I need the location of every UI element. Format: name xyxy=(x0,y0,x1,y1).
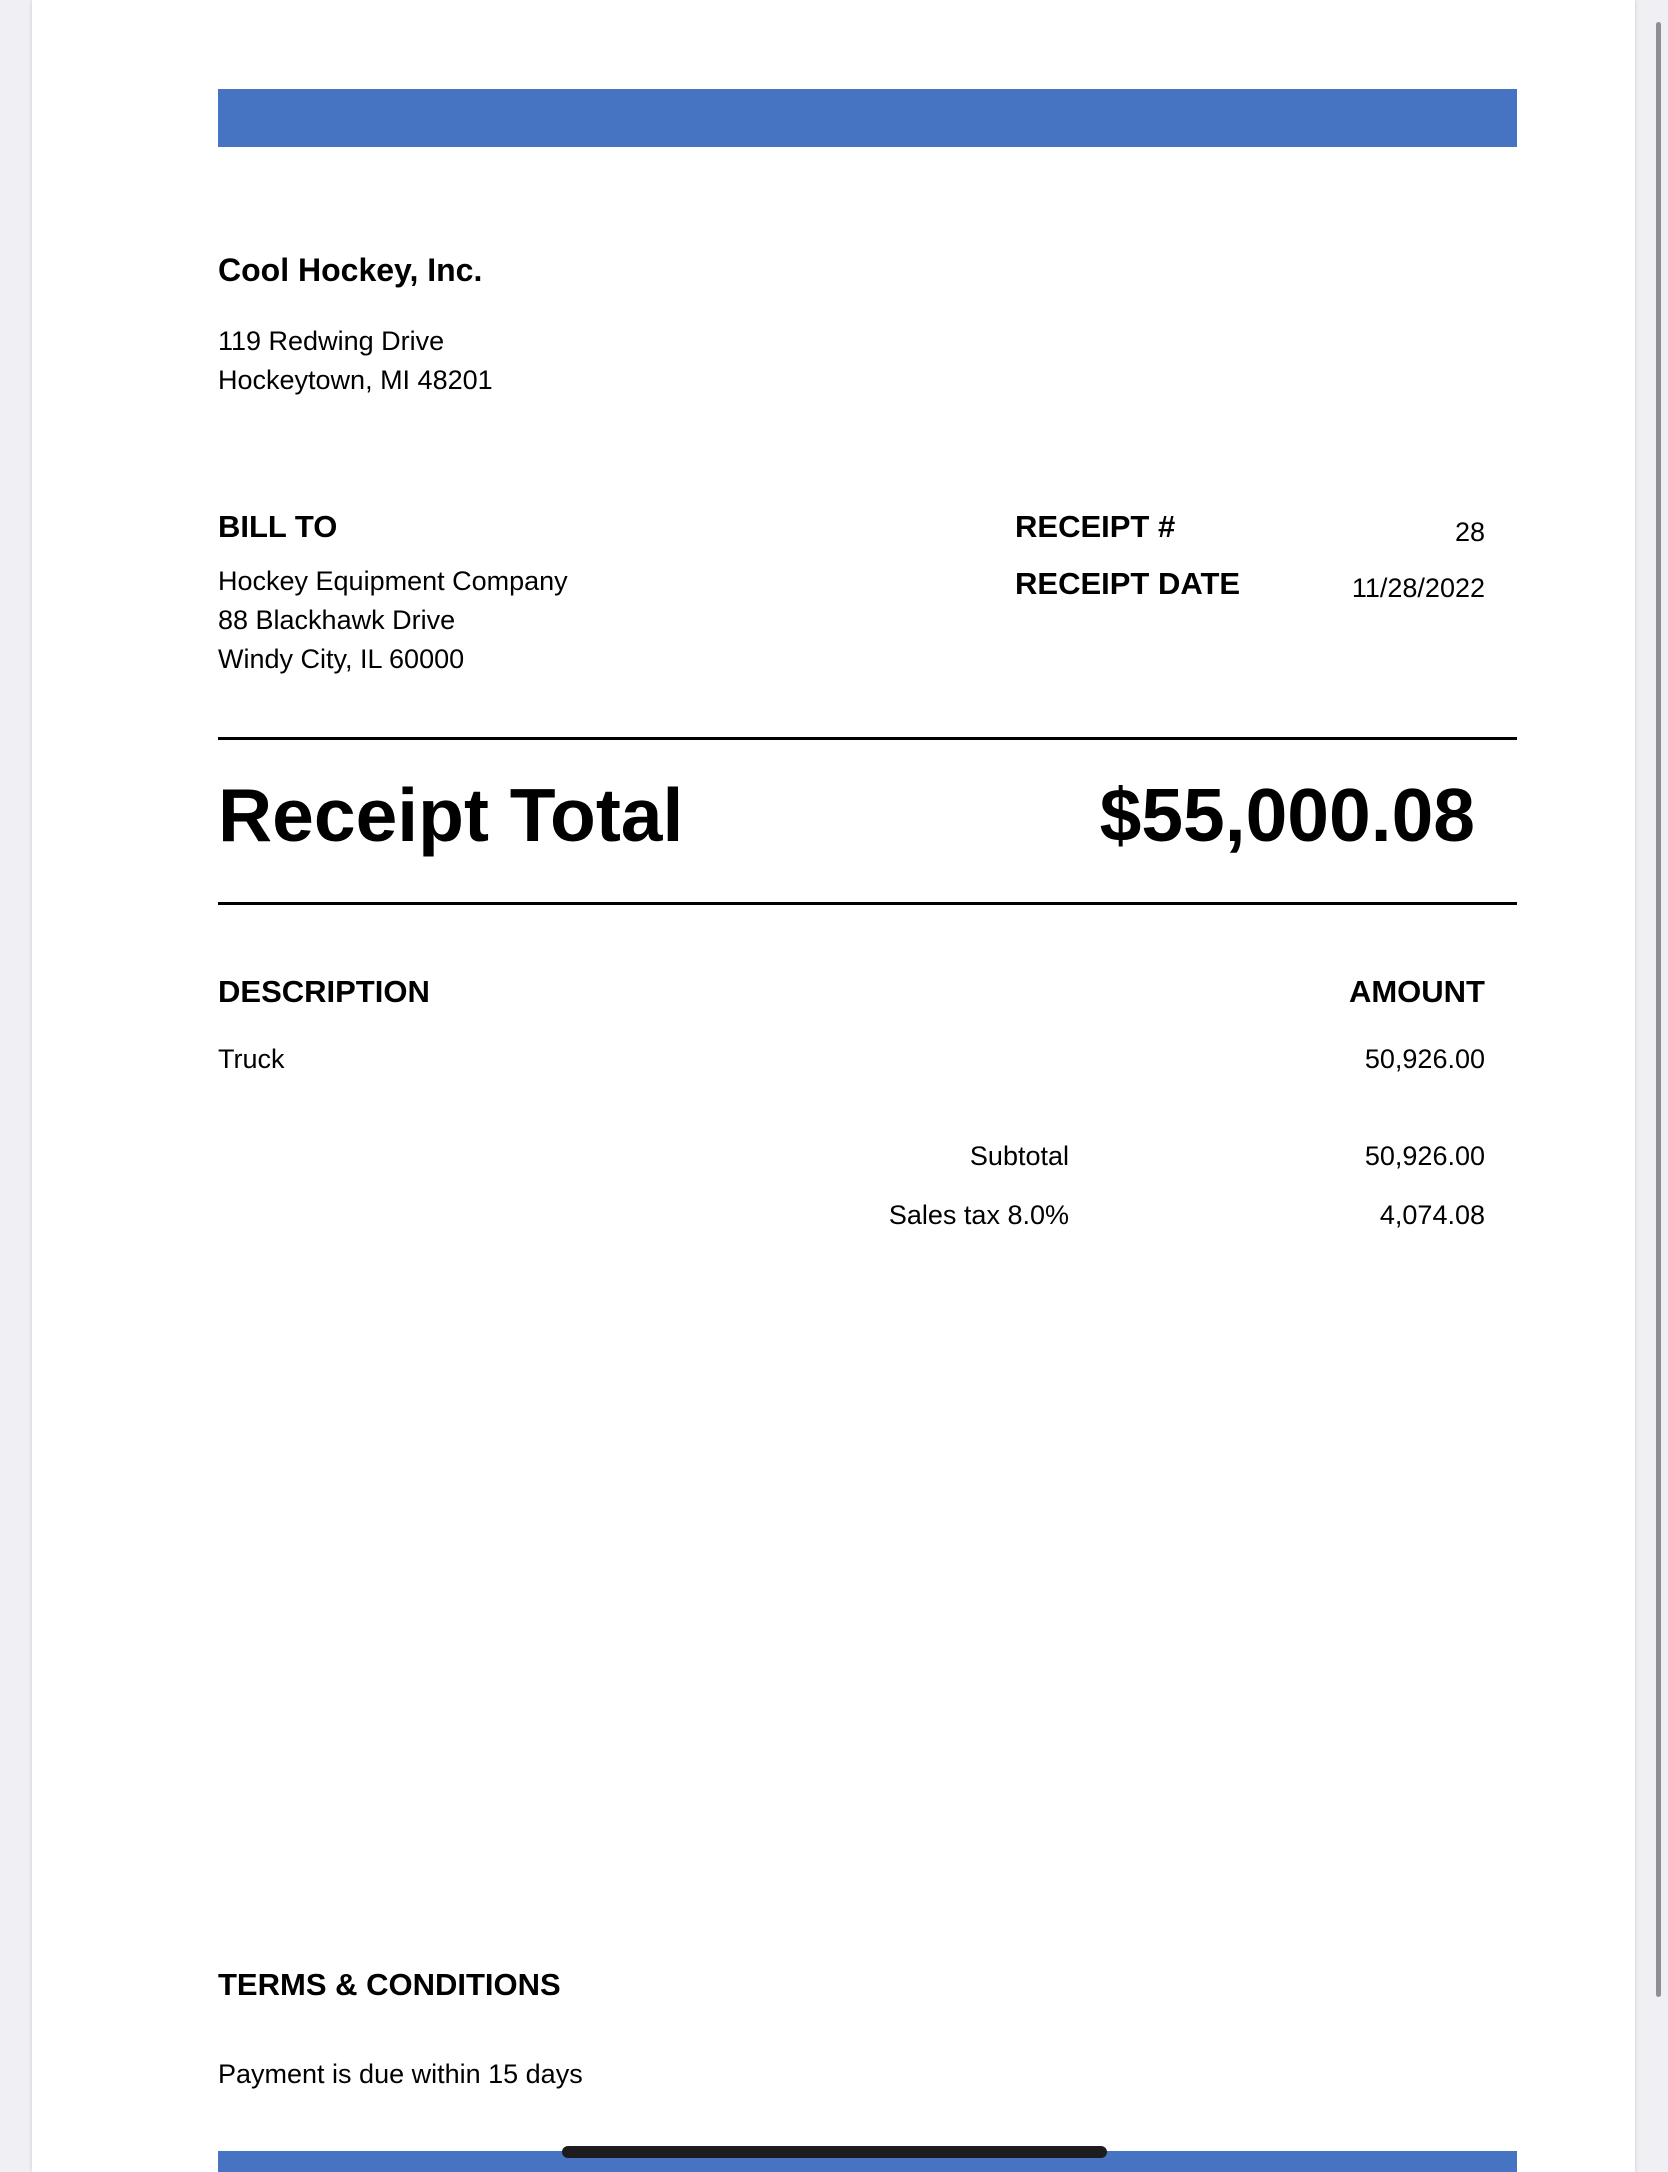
home-indicator[interactable] xyxy=(562,2146,1107,2158)
subtotal-label: Subtotal xyxy=(969,1141,1069,1171)
receipt-total-value: $55,000.08 xyxy=(1099,773,1475,857)
company-address-line1: 119 Redwing Drive xyxy=(218,326,445,356)
company-name: Cool Hockey, Inc. xyxy=(218,252,483,288)
receipt-total-label: Receipt Total xyxy=(218,773,684,857)
bill-to-heading: BILL TO xyxy=(218,509,338,544)
header-accent-bar xyxy=(218,89,1517,147)
amount-column-header: AMOUNT xyxy=(1348,974,1485,1009)
bill-to-address-line1: 88 Blackhawk Drive xyxy=(218,605,456,635)
divider-top xyxy=(218,737,1517,740)
vertical-scrollbar[interactable] xyxy=(1656,22,1661,1997)
line-item-amount: 50,926.00 xyxy=(1364,1044,1485,1074)
sales-tax-value: 4,074.08 xyxy=(1379,1200,1485,1230)
receipt-date-label: RECEIPT DATE xyxy=(1015,566,1241,601)
terms-text: Payment is due within 15 days xyxy=(218,2059,583,2089)
receipt-number-value: 28 xyxy=(1454,517,1485,547)
company-address-line2: Hockeytown, MI 48201 xyxy=(218,365,493,395)
receipt-number-label: RECEIPT # xyxy=(1015,509,1176,544)
description-column-header: DESCRIPTION xyxy=(218,974,430,1009)
bill-to-name: Hockey Equipment Company xyxy=(218,566,568,596)
receipt-date-value: 11/28/2022 xyxy=(1351,573,1485,603)
company-address xyxy=(218,322,493,400)
subtotal-value: 50,926.00 xyxy=(1364,1141,1485,1171)
sales-tax-label: Sales tax 8.0% xyxy=(888,1200,1069,1230)
terms-heading: TERMS & CONDITIONS xyxy=(218,1967,561,2002)
bill-to-address xyxy=(218,562,568,679)
divider-bottom xyxy=(218,902,1517,905)
line-item-description: Truck xyxy=(218,1044,285,1074)
receipt-page xyxy=(32,0,1635,2172)
bill-to-address-line2: Windy City, IL 60000 xyxy=(218,644,465,674)
